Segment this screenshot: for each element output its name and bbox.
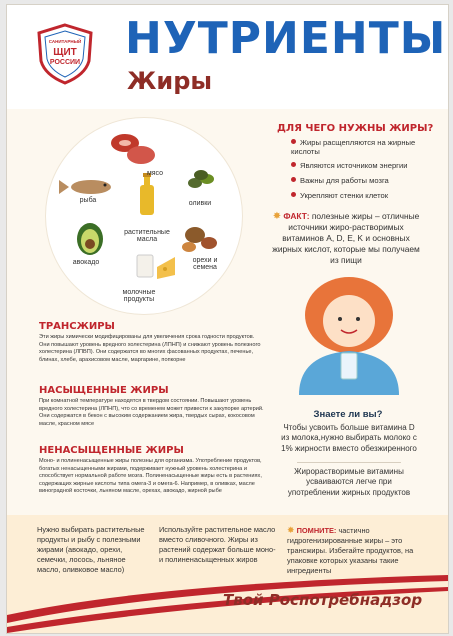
oil-bottle-icon [140, 173, 154, 215]
bottom-col2: Используйте растительное масло вместо сливочного. Жиры из растений содержат больше моно- и полиненасыщенных жиров [159, 525, 276, 564]
divider [297, 462, 401, 463]
food-label-nuts: орехи и семена [192, 257, 218, 271]
food-label-olives: оливки [188, 200, 212, 207]
avocado-icon [77, 223, 103, 255]
food-label-avocado: авокадо [72, 259, 100, 266]
bottom-col1: Нужно выбирать растительные продукты и рыбу с полезными жирами (авокадо, орехи, семечки, лосось, льняное масло, оливковое масло) [37, 525, 145, 574]
food-label-oil: растительные масла [124, 229, 170, 243]
why-item: Укрепляют стенки клеток [291, 191, 431, 200]
fact-block: ✸ ФАКТ: полезные жиры – отличные источники жиро-растворимых витаминов А, D, E, K и основных жирных кислот, которые мы получаем из пищи [272, 211, 420, 265]
saturated-text: При комнатной температуре находятся в твердом состоянии. Повышают уровень вредного холестерина (ЛПНП), что со временем может привести к закупорке артерий. Они содержатся в бекон с высоким содержанием жира, твердых сырах, кокосовом масле, красном мясе [39, 398, 264, 427]
meat-icon [111, 134, 155, 164]
why-title: ДЛЯ ЧЕГО НУЖНЫ ЖИРЫ? [277, 123, 434, 134]
logo-line3: РОССИИ [49, 59, 81, 66]
logo-line2: ЩИТ [53, 47, 77, 58]
saturated-title: НАСЫЩЕННЫЕ ЖИРЫ [39, 385, 169, 396]
trans-title: ТРАНСЖИРЫ [39, 321, 115, 332]
food-label-fish: рыба [79, 197, 97, 204]
header [7, 5, 448, 109]
why-item: Жиры расщепляются на жирные кислоты [291, 138, 416, 156]
star-icon: ✸ [287, 525, 295, 535]
know-text2: Жирорастворимые витамины усваиваются легче при употреблении жирных продуктов [287, 467, 411, 497]
logo-line1: САНИТАРНЫЙ [48, 39, 82, 44]
nuts-icon [182, 227, 217, 252]
food-label-meat: мясо [146, 170, 164, 177]
girl-with-milk-illustration [269, 275, 429, 395]
remember-block: ✸ ПОМНИТЕ: частично гидрогенизированные жиры – это трансжиры. Избегайте продуктов, на упаковке которых указаны такие ингредиенты [287, 525, 414, 575]
why-item: Важны для работы мозга [291, 176, 431, 185]
trans-text: Эти жиры химически модифицированы для увеличения срока годности продуктов. Они повышают уровень вредного холестерина (ЛПНП) и снижают уровень полезного холестерина (ЛПВП). Они содержатся во многих фасованных продуктах, печенье, блинах, хлебе, арахисовом масле, маргарине, попкорне [39, 334, 261, 363]
know-title: Знаете ли вы? [313, 409, 383, 420]
footer-signature: Твой Роспотребнадзор [223, 591, 423, 609]
logo [35, 23, 95, 85]
page-title: НУТРИЕНТЫ [125, 13, 447, 64]
page-subtitle: Жиры [127, 67, 213, 95]
star-icon: ✸ [272, 211, 282, 222]
dairy-icon [137, 255, 175, 279]
food-illustrations [45, 117, 241, 313]
why-item: Являются источником энергии [291, 161, 431, 170]
fish-icon [59, 180, 111, 194]
poster [6, 4, 449, 634]
unsaturated-text: Моно- и полиненасыщенные жиры полезны для организма. Употребление продуктов, богатых ненасыщенными жирами, подерживает нужный уровень холестерина и способствует нормальной работе мозга. Полиненасыщенные жиры есть в растениях, содержащих жирные кислоты типа омега-3 и омега-6. Например, в оливках, масле виноградной косточки, льняном масле, орехах, авокадо, жирной рыбе [39, 458, 262, 495]
unsaturated-title: НЕНАСЫЩЕННЫЕ ЖИРЫ [39, 445, 184, 456]
food-label-dairy: молочные продукты [122, 289, 156, 303]
olives-icon [188, 170, 214, 188]
know-text1: Чтобы усвоить больше витамина D из молока,нужно выбирать молоко с 1% жирности вместо обезжиренного [281, 423, 417, 453]
